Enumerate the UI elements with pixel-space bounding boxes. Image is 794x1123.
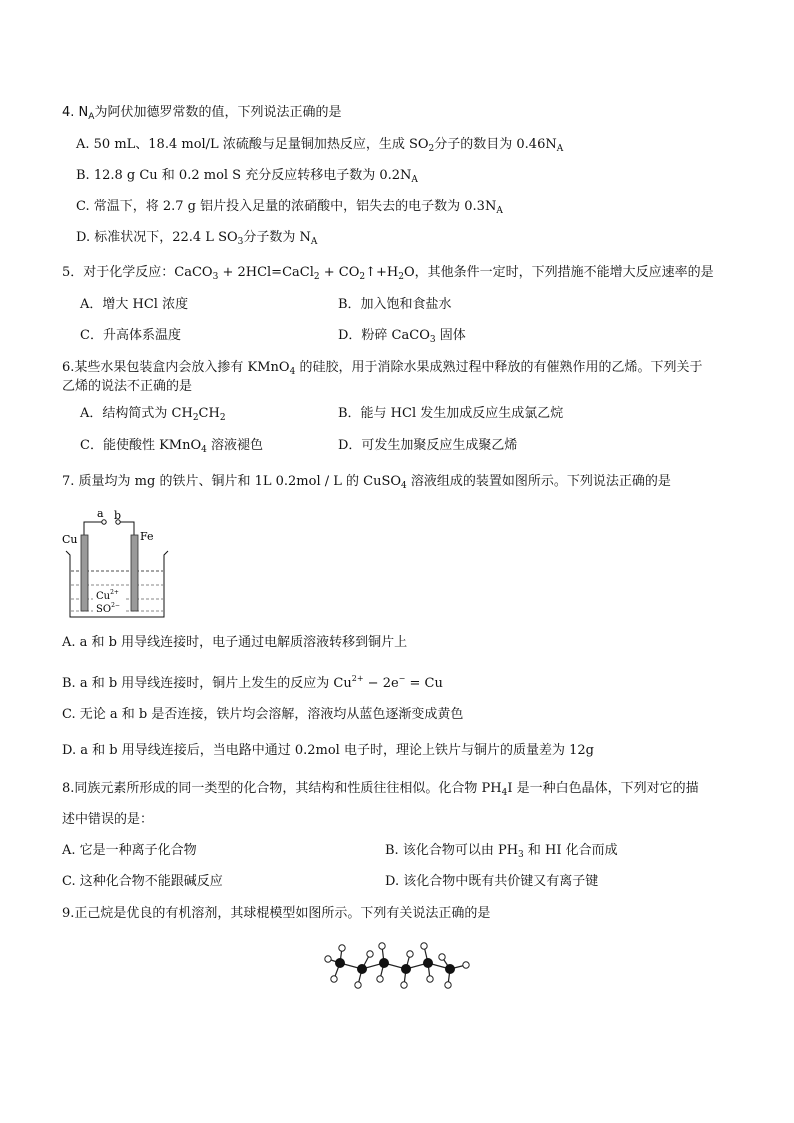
q6-a-sub1: 2 [192, 413, 199, 423]
q8-stem-t1: 8.同族元素所形成的同一类型的化合物，其结构和性质往往相似。化合物 PH [62, 781, 502, 796]
q8-stem-line2: 述中错误的是： [62, 812, 154, 827]
fe-electrode-label: Fe [140, 530, 154, 543]
q7-stem-sub: 4 [401, 481, 407, 491]
q7-stem-t1: 7. 质量均为 mg 的铁片、铜片和 1L 0.2mol / L 的 CuSO [62, 474, 402, 489]
q8-b-text2: 和 HI 化合而成 [523, 843, 618, 858]
q8-b-text: B. 该化合物可以由 PH [385, 843, 519, 858]
so4-ion-charge: 2− [111, 602, 120, 609]
q7-b-text2: − 2e [363, 676, 399, 691]
q5-stem-s2: 2 [313, 272, 320, 282]
cu-ion-charge: 2+ [110, 589, 119, 596]
q8-option-b [385, 842, 618, 864]
terminal-b-label: b [114, 509, 122, 522]
model-bonds [328, 946, 466, 985]
q4-option-d [76, 229, 317, 251]
q6-a-sub2: 2 [219, 413, 226, 423]
q6-stem-s1: 4 [289, 367, 296, 377]
q7-option-c: C. 无论 a 和 b 是否连接，铁片均会溶解，溶液均从蓝色逐渐变成黄色 [62, 707, 464, 722]
q6-option-b: B．能与 HCl 发生加成反应生成氯乙烷 [338, 406, 564, 421]
q5-option-c: C．升高体系温度 [80, 328, 181, 343]
q6-stem-line2: 乙烯的说法不正确的是 [62, 379, 193, 394]
q5-d-sub: 3 [429, 335, 436, 345]
q5-stem-s1: 3 [212, 272, 219, 282]
q5-stem-s3: 2 [359, 272, 366, 282]
q4-d-text2: 分子数为 N [243, 230, 311, 245]
q5-stem-t5: O，其他条件一定时，下列措施不能增大反应速率的是 [403, 265, 714, 280]
q5-option-a: A．增大 HCl 浓度 [80, 297, 189, 312]
q7-b-text: B. a 和 b 用导线连接时，铜片上发生的反应为 Cu [62, 676, 352, 691]
terminal-a-label: a [97, 507, 104, 520]
q4-stem-text: 4. N [62, 105, 89, 120]
q5-d-text: D．粉碎 CaCO [338, 328, 430, 343]
q7-option-d: D. a 和 b 用导线连接后，当电路中通过 0.2mol 电子时，理论上铁片与铜片的质量差为 12g [62, 743, 594, 758]
copper-electrode [81, 535, 88, 611]
q8-b-sub: 3 [518, 850, 524, 860]
electrochemical-cell-diagram [60, 505, 172, 620]
q5-option-b: B．加入饱和食盐水 [338, 297, 452, 312]
q7-stem-t2: 溶液组成的装置如图所示。下列说法正确的是 [406, 474, 671, 489]
q5-stem-t2: + 2HCl=CaCl [218, 265, 314, 280]
q5-d-text2: 固体 [435, 328, 466, 343]
cu-ion-text: Cu [96, 591, 111, 602]
q4-d-sub: 3 [237, 237, 244, 247]
q6-a-text: A．结构简式为 CH [80, 406, 193, 421]
q5-stem [62, 264, 714, 286]
cu-electrode-label: Cu [62, 533, 78, 546]
q5-stem-t1: 5．对于化学反应：CaCO [62, 265, 213, 280]
q4-stem-sub: A [88, 112, 95, 122]
wire-b [120, 522, 134, 535]
q8-option-c: C. 这种化合物不能跟碱反应 [62, 874, 223, 889]
q8-option-a: A. 它是一种离子化合物 [62, 843, 197, 858]
q6-c-text: C．能使酸性 KMnO [80, 438, 202, 453]
q7-b-sup: 2+ [351, 674, 364, 683]
q6-option-c [80, 437, 263, 459]
q6-a-text2: CH [198, 406, 220, 421]
q4-a-text2: 分子的数目为 0.46N [434, 137, 557, 152]
so4-ion-text: SO [96, 604, 112, 615]
q4-option-c [76, 198, 503, 220]
q4-stem [62, 104, 341, 126]
q6-option-a [80, 405, 226, 427]
q7-b-sup2: − [398, 674, 406, 683]
q7-stem [62, 473, 671, 495]
q6-stem-t2: 的硅胶，用于消除水果成熟过程中释放的有催熟作用的乙烯。下列关于 [295, 360, 703, 375]
q4-c-text: C. 常温下，将 2.7 g 铝片投入足量的浓硝酸中，铝失去的电子数为 0.3N [76, 199, 497, 214]
q5-stem-t3: + CO [319, 265, 360, 280]
q6-option-d: D．可发生加聚反应生成聚乙烯 [338, 438, 518, 453]
q5-option-d [338, 327, 466, 349]
q4-a-sub: 2 [428, 144, 435, 154]
q4-a-text: A. 50 mL、18.4 mol/L 浓硫酸与足量铜加热反应，生成 SO [76, 137, 429, 152]
q5-stem-t4: ↑+H [365, 265, 399, 280]
q6-c-text2: 溶液褪色 [206, 438, 264, 453]
q4-d-sub2: A [310, 237, 318, 247]
q5-stem-s4: 2 [398, 272, 404, 282]
q4-b-text: B. 12.8 g Cu 和 0.2 mol S 充分反应转移电子数为 0.2N [76, 168, 412, 183]
q7-option-a: A. a 和 b 用导线连接时，电子通过电解质溶液转移到铜片上 [62, 635, 408, 650]
q6-stem-t1: 6.某些水果包装盒内会放入掺有 KMnO [62, 360, 290, 375]
terminal-a [102, 520, 106, 524]
wire-a [84, 522, 102, 535]
hexane-ball-and-stick-model [318, 933, 478, 998]
q4-a-sub2: A [556, 144, 564, 154]
q4-option-b [76, 167, 418, 189]
q9-stem: 9.正己烷是优良的有机溶剂，其球棍模型如图所示。下列有关说法正确的是 [62, 906, 491, 921]
q7-b-text3: = Cu [405, 676, 443, 691]
q4-c-sub: A [496, 206, 503, 216]
q8-option-d: D. 该化合物中既有共价键又有离子键 [385, 874, 599, 889]
q8-stem-s1: 4 [501, 788, 508, 798]
q8-stem-line1 [62, 780, 699, 802]
q8-stem-t2: I 是一种白色晶体，下列对它的描 [507, 781, 699, 796]
q6-c-sub: 4 [201, 445, 207, 455]
q4-d-text: D. 标准状况下，22.4 L SO [76, 230, 238, 245]
q4-b-sub: A [411, 175, 418, 185]
q4-stem-text2: 为阿伏加德罗常数的值，下列说法正确的是 [94, 105, 342, 120]
iron-electrode [131, 535, 138, 611]
q4-option-a [76, 136, 563, 158]
q7-option-b [62, 670, 443, 693]
